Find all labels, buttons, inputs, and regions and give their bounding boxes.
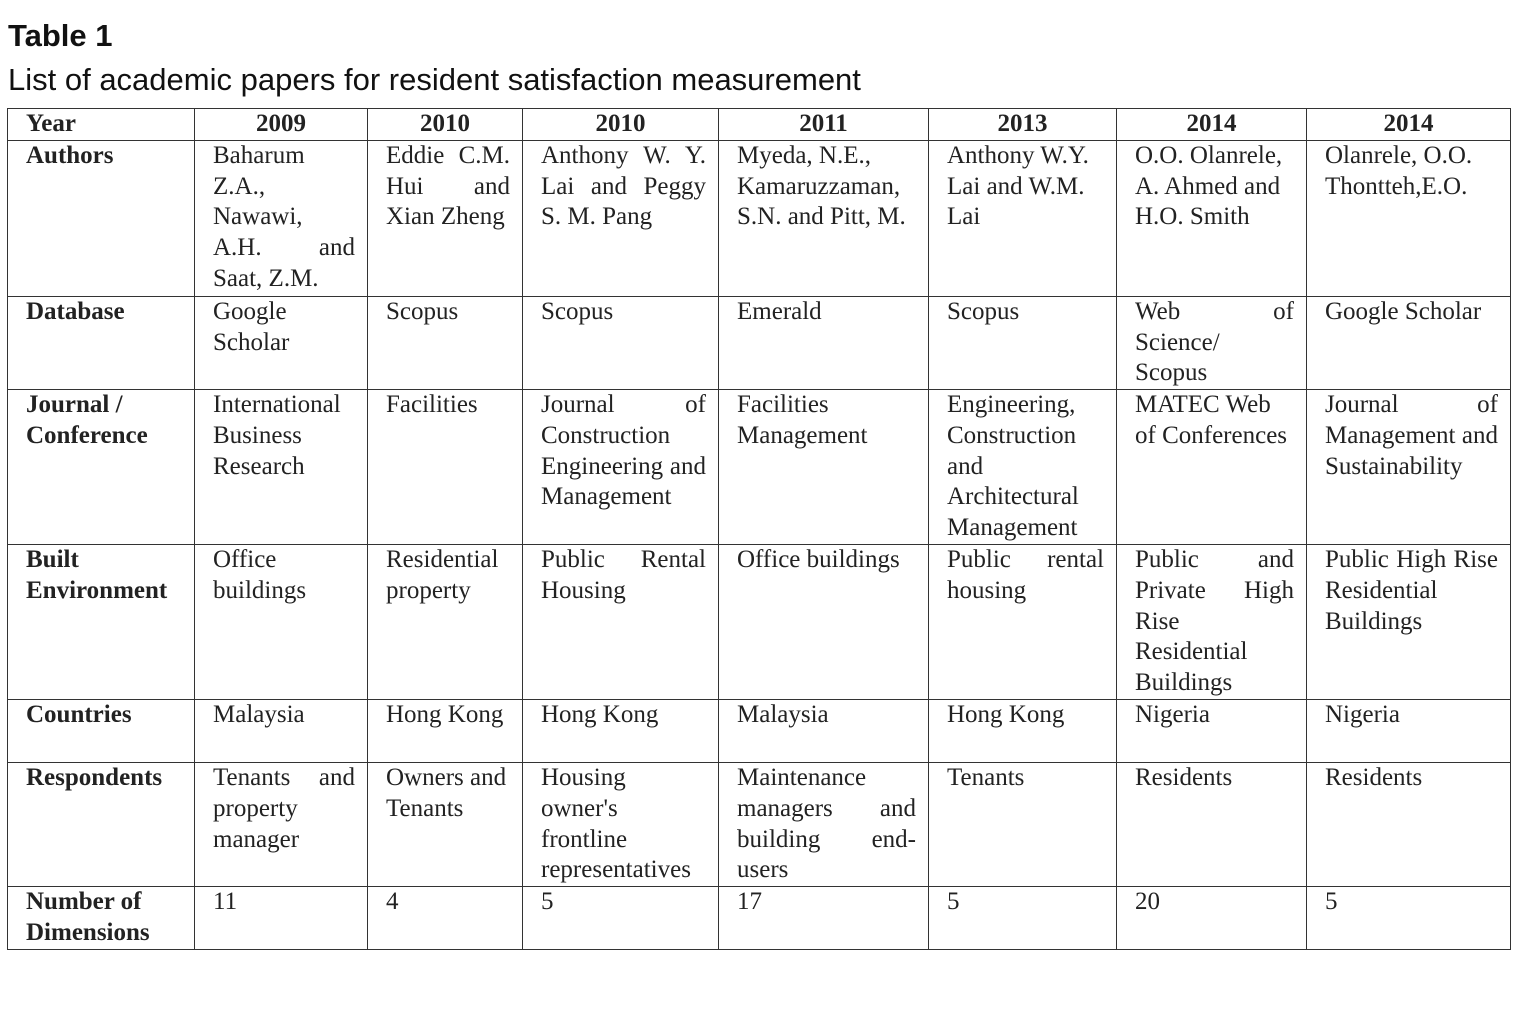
cell-database: Web of Science/ Scopus (1117, 297, 1307, 390)
cell-year: 2014 (1117, 109, 1307, 141)
cell-countries: Nigeria (1117, 700, 1307, 763)
cell-countries: Hong Kong (368, 700, 523, 763)
cell-built-environment: Public Rental Housing (523, 545, 719, 700)
cell-authors: Olanrele, O.O. Thontteh,E.O. (1307, 141, 1511, 297)
cell-authors: O.O. Olanrele, A. Ahmed and H.O. Smith (1117, 141, 1307, 297)
cell-countries: Hong Kong (523, 700, 719, 763)
cell-year: 2010 (523, 109, 719, 141)
table-row-year (8, 109, 1511, 141)
row-header-year: Year (8, 109, 195, 141)
cell-journal: Facilities Management (719, 390, 929, 545)
cell-database: Scopus (929, 297, 1117, 390)
cell-database: Google Scholar (1307, 297, 1511, 390)
cell-respondents: Tenants and property manager (195, 763, 368, 887)
cell-built-environment: Office buildings (719, 545, 929, 700)
cell-year: 2013 (929, 109, 1117, 141)
cell-database: Emerald (719, 297, 929, 390)
cell-year: 2009 (195, 109, 368, 141)
row-header-database: Database (8, 297, 195, 390)
row-header-journal: Journal / Conference (8, 390, 195, 545)
cell-journal: Engineering, Construction and Architectural Management (929, 390, 1117, 545)
row-header-built-environment: Built Environment (8, 545, 195, 700)
cell-dimensions: 20 (1117, 886, 1307, 949)
table-row-built-environment (8, 545, 1511, 700)
table-label: Table 1 (8, 18, 113, 53)
cell-journal: International Business Research (195, 390, 368, 545)
cell-dimensions: 4 (368, 886, 523, 949)
cell-built-environment: Residential property (368, 545, 523, 700)
cell-dimensions: 5 (523, 886, 719, 949)
cell-respondents: Residents (1307, 763, 1511, 887)
cell-countries: Hong Kong (929, 700, 1117, 763)
cell-database: Scopus (523, 297, 719, 390)
row-header-respondents: Respondents (8, 763, 195, 887)
cell-dimensions: 11 (195, 886, 368, 949)
cell-built-environment: Public rental housing (929, 545, 1117, 700)
table-row-journal (8, 390, 1511, 545)
table-title: List of academic papers for resident satisfaction measurement (8, 62, 861, 97)
cell-countries: Nigeria (1307, 700, 1511, 763)
cell-respondents: Owners and Tenants (368, 763, 523, 887)
row-header-dimensions: Number of Dimensions (8, 886, 195, 949)
row-header-authors: Authors (8, 141, 195, 297)
cell-countries: Malaysia (195, 700, 368, 763)
cell-authors: Anthony W.Y. Lai and W.M. Lai (929, 141, 1117, 297)
cell-built-environment: Office buildings (195, 545, 368, 700)
cell-authors: Eddie C.M. Hui and Xian Zheng (368, 141, 523, 297)
table-row-authors (8, 141, 1511, 297)
cell-journal: MATEC Web of Conferences (1117, 390, 1307, 545)
cell-journal: Journal of Management and Sustainability (1307, 390, 1511, 545)
cell-respondents: Tenants (929, 763, 1117, 887)
cell-countries: Malaysia (719, 700, 929, 763)
cell-respondents: Housing owner's frontline representatives (523, 763, 719, 887)
cell-built-environment: Public High Rise Residential Buildings (1307, 545, 1511, 700)
cell-year: 2010 (368, 109, 523, 141)
cell-authors: Anthony W. Y. Lai and Peggy S. M. Pang (523, 141, 719, 297)
cell-respondents: Maintenance managers and building end-users (719, 763, 929, 887)
cell-journal: Journal of Construction Engineering and Management (523, 390, 719, 545)
papers-table (7, 108, 1511, 950)
table-row-dimensions (8, 886, 1511, 949)
cell-built-environment: Public and Private High Rise Residential Buildings (1117, 545, 1307, 700)
table-row-database (8, 297, 1511, 390)
cell-database: Scopus (368, 297, 523, 390)
table-row-countries (8, 700, 1511, 763)
cell-database: Google Scholar (195, 297, 368, 390)
cell-dimensions: 17 (719, 886, 929, 949)
cell-authors: Baharum Z.A., Nawawi, A.H. and Saat, Z.M. (195, 141, 368, 297)
cell-year: 2011 (719, 109, 929, 141)
cell-journal: Facilities (368, 390, 523, 545)
cell-authors: Myeda, N.E., Kamaruzzaman, S.N. and Pitt, M. (719, 141, 929, 297)
cell-respondents: Residents (1117, 763, 1307, 887)
cell-dimensions: 5 (929, 886, 1117, 949)
row-header-countries: Countries (8, 700, 195, 763)
cell-year: 2014 (1307, 109, 1511, 141)
table-row-respondents (8, 763, 1511, 887)
cell-dimensions: 5 (1307, 886, 1511, 949)
